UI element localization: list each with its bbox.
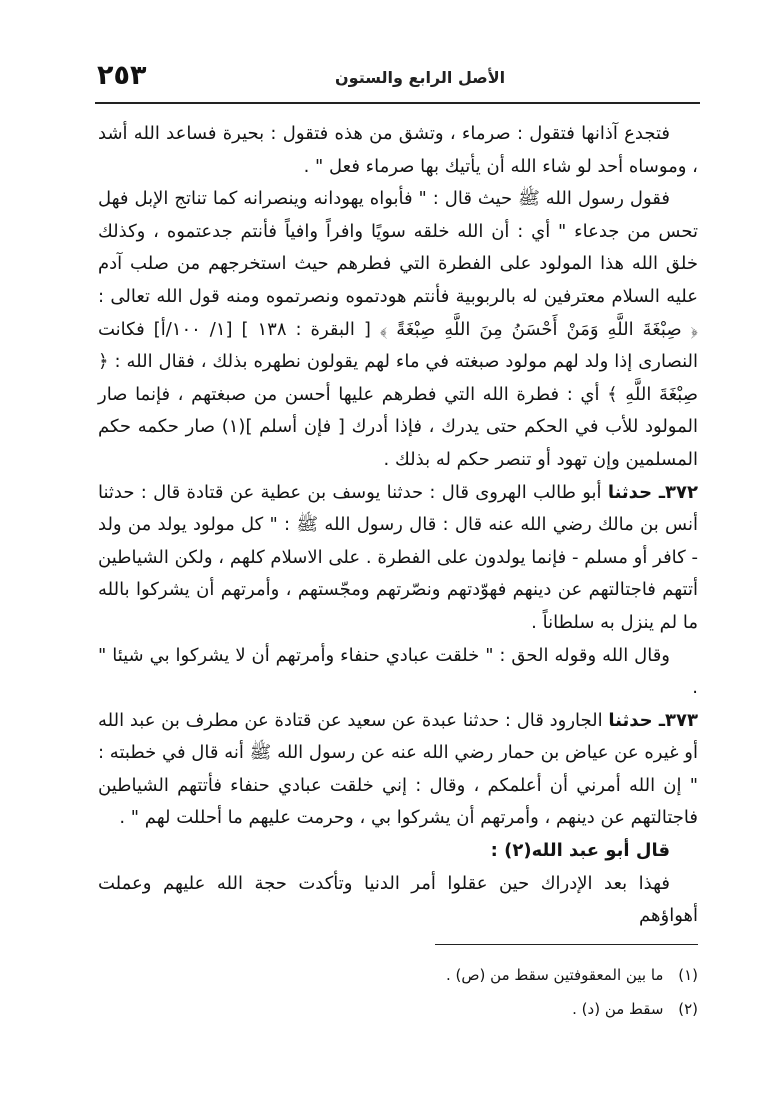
footnote-rule — [435, 944, 698, 945]
paragraph-7: فهذا بعد الإدراك حين عقلوا أمر الدنيا وتأكدت حجة الله عليهم وعملت أهواؤهم — [98, 872, 698, 927]
hadith-373-text: الجارود قال : حدثنا عبدة عن سعيد عن قتادة عن مطرف بن عبد الله أو غيره عن عياض بن حمار رضي الله عنه عن رسول الله ﷺ أنه قال في خطبته : " إن الله أمرني أن أعلمكم ، وقال : إني خلقت عبادي حنفاء فأتتهم الشياطين فاجتالتهم عن دينهم ، وأمرتهم أن يشركوا بي ، وحرمت عليهم ما أحللت لهم " . — [98, 709, 698, 829]
footnote-2-text: سقط من (د) . — [572, 1000, 664, 1018]
paragraph-2: فقول رسول الله ﷺ حيث قال : " فأبواه يهودانه وينصرانه كما تناتج الإبل فهل تحس من جدعاء " أي : أن الله خلقه سويًا وافراً وافياً فأنتم جدعتموه ، وكذلك خلق الله هذا المولود على الفطرة التي فطرهم حيث استخرجهم من صلب آدم عليه السلام معترفين له بالربوبية فأنتم هودتموه ونصرتموه ومنه قول الله تعالى : ﴿ صِبْغَةَ اللَّهِ وَمَنْ أَحْسَنُ مِنَ اللَّهِ صِبْغَةً ﴾ [ البقرة : ١٣٨ ] [١/ ١٠٠/أ] فكانت النصارى إذا ولد لهم مولود صبغته في ماء لهم يقولون نطهره بذلك ، فقال الله : ﴿ صِبْغَةَ اللَّهِ ﴾ أي : فطرة الله التي فطرهم عليها أحسن من صبغتهم ، فإنما صار المولود للأب في الحكم حتى يدرك ، فإذا أدرك [ فإن أسلم ](١) صار حكمه حكم المسلمين وإن تهود أو تنصر حكم له بذلك . — [98, 188, 698, 470]
hadith-373-label: ٣٧٣ـ حدثنا — [608, 709, 698, 731]
page-header — [95, 58, 700, 108]
footnote-1 — [98, 958, 698, 992]
footnote-2 — [98, 992, 698, 1026]
hadith-373 — [98, 705, 698, 835]
footnote-1-marker: (١) — [678, 966, 698, 984]
header-rule — [95, 102, 700, 104]
running-title: الأصل الرابع والستون — [335, 68, 506, 87]
paragraph-1: فتجدع آذانها فتقول : صرماء ، وتشق من هذه فتقول : بحيرة فساعد الله أشد ، وموساه أحد لو شاء الله أن يأتيك بها صرماء فعل " . — [98, 123, 698, 177]
hadith-372-label: ٣٧٢ـ حدثنا — [607, 481, 698, 503]
author-heading: قال أبو عبد الله(٢) : — [490, 840, 670, 862]
main-text — [98, 118, 698, 933]
footnote-2-marker: (٢) — [678, 1000, 698, 1018]
footnote-1-text: ما بين المعقوفتين سقط من (ص) . — [446, 966, 664, 984]
hadith-372-text: أبو طالب الهروى قال : حدثنا يوسف بن عطية عن قتادة قال : حدثنا أنس بن مالك رضي الله عنه قال : قال رسول الله ﷺ : " كل مولود يولد من ولد - كافر أو مسلم - فإنما يولدون على الفطرة . على الاسلام كلهم ، ولكن الشياطين أتتهم فاجتالتهم عن دينهم فهوّدتهم ونصّرتهم ومجّستهم ، وأمرتهم أن يشركوا بالله ما لم ينزل به سلطاناً . — [98, 481, 698, 633]
hadith-372 — [98, 477, 698, 640]
footnotes — [98, 958, 698, 1026]
paragraph-4: وقال الله وقوله الحق : " خلقت عبادي حنفاء وأمرتهم أن لا يشركوا بي شيئا " . — [98, 644, 698, 699]
page-number: ٢٥٣ — [97, 60, 147, 91]
